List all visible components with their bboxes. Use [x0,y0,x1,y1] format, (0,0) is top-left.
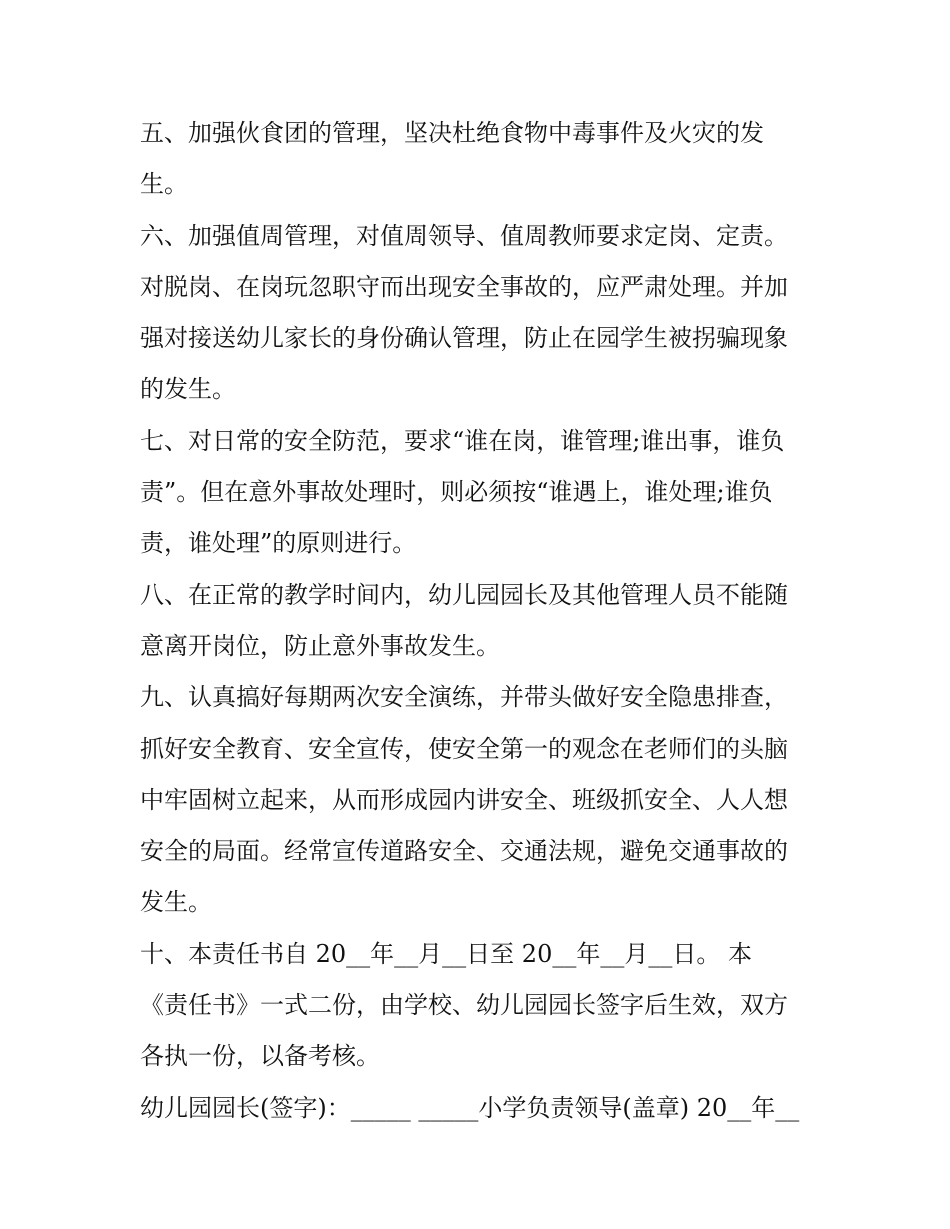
text-line: 意离开岗位，防止意外事故发生。 [140,631,500,660]
text-line: 六、加强值周管理，对值周领导、值周教师要求定岗、定责。 [140,221,788,250]
text-line: 五、加强伙食团的管理，坚决杜绝食物中毒事件及火灾的发 [140,119,764,147]
text-line: 安全的局面。经常宣传道路安全、交通法规，避免交通事故的 [140,837,788,866]
text-line: 各执一份，以备考核。 [140,1042,380,1071]
text-line: 九、认真搞好每期两次安全演练，并带头做好安全隐患排查， [140,683,788,712]
text-line: 对脱岗、在岗玩忽职守而出现安全事故的，应严肃处理。并加 [140,272,788,301]
text-line: 强对接送幼儿家长的身份确认管理，防止在园学生被拐骗现象 [140,324,788,353]
text-line: 中牢固树立起来，从而形成园内讲安全、班级抓安全、人人想 [140,785,788,814]
signature-line [140,1083,812,1134]
text-line: 生。 [140,170,188,199]
paragraph-8 [140,570,812,673]
text-line: 幼儿园园长(签字)：_____ _____小学负责领导(盖章) 20__年__ [140,1093,800,1122]
paragraph-6 [140,211,812,416]
paragraph-7 [140,416,812,570]
text-line: 责，谁处理”的原则进行。 [140,529,417,558]
text-line: 的发生。 [140,375,236,404]
paragraph-10 [140,929,812,1083]
text-line: 《责任书》一式二份，由学校、幼儿园园长签字后生效，双方 [140,991,788,1020]
text-line: 七、对日常的安全防范，要求“谁在岗，谁管理;谁出事，谁负 [140,426,785,455]
text-line: 责”。但在意外事故处理时，则必须按“谁遇上，谁处理;谁负 [140,478,773,507]
text-line: 八、在正常的教学时间内，幼儿园园长及其他管理人员不能随 [140,580,788,609]
text-line: 抓好安全教育、安全宣传，使安全第一的观念在老师们的头脑 [140,734,788,763]
document-page [140,108,812,1134]
paragraph-9 [140,672,812,928]
text-line: 发生。 [140,888,212,917]
text-line: 十、本责任书自 20__年__月__日至 20__年__月__日。 本 [140,939,752,968]
paragraph-5 [140,108,812,211]
